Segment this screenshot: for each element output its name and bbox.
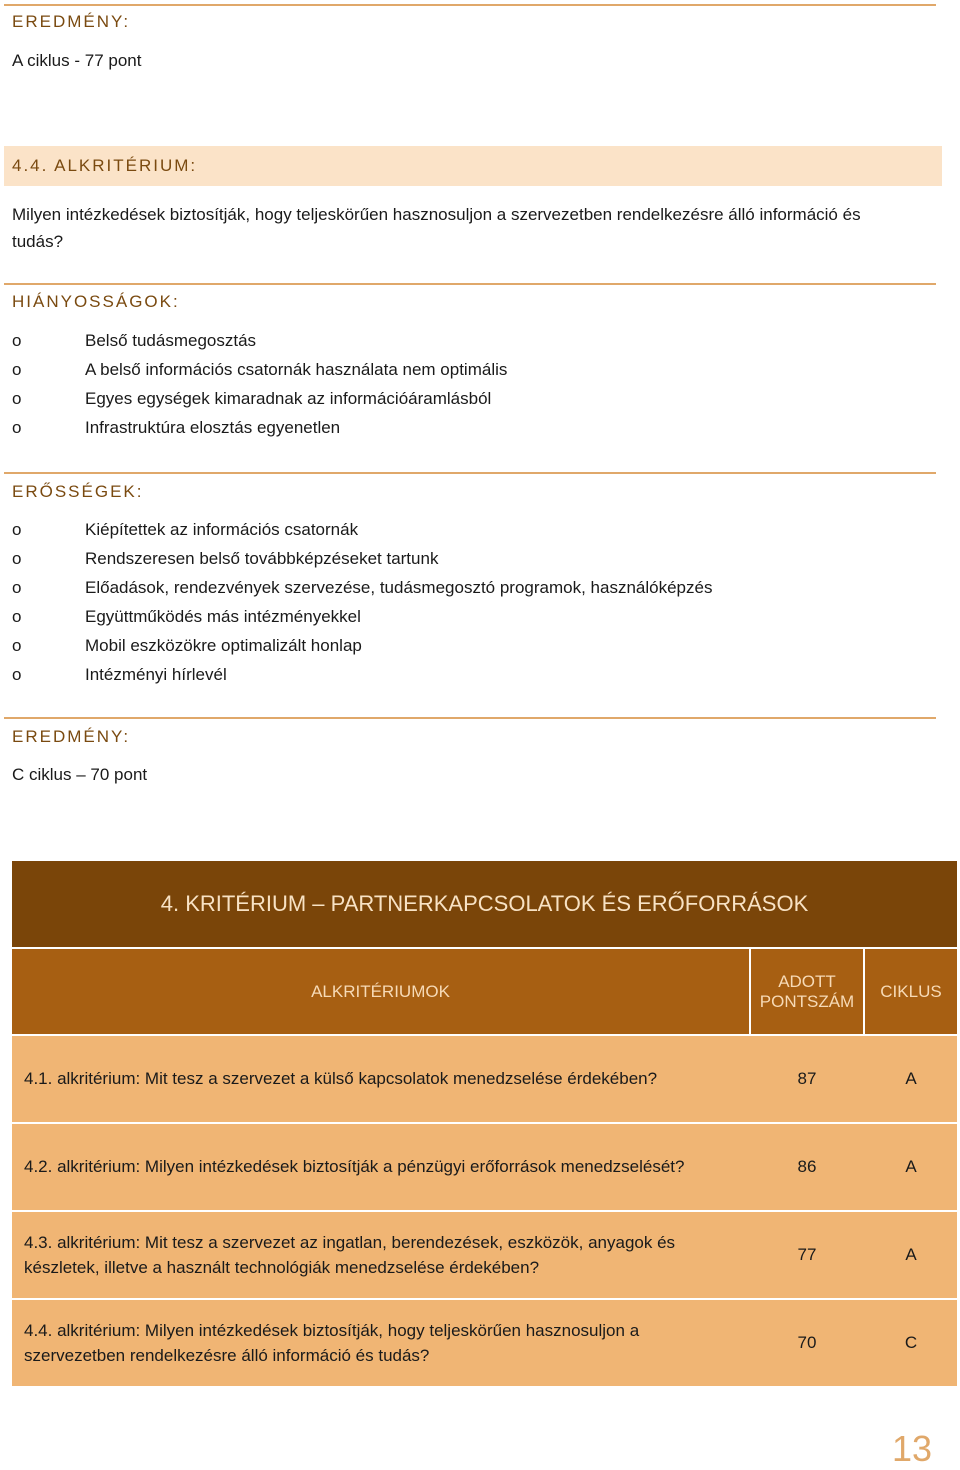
result-text: A ciklus - 77 pont — [12, 51, 142, 70]
section-divider — [4, 472, 936, 474]
subcriterion-text: 4.2. alkritérium: Milyen intézkedések biztosítják a pénzügyi erőforrások menedzselését? — [24, 1157, 685, 1176]
table-row — [12, 1212, 957, 1298]
bullet-icon: o — [12, 636, 22, 655]
score-value: 86 — [797, 1157, 817, 1176]
bullet-icon: o — [12, 578, 22, 597]
bullet-icon: o — [12, 389, 22, 408]
score-value: 87 — [797, 1069, 817, 1088]
cycle-value: A — [905, 1069, 917, 1088]
header-cycle: CIKLUS — [865, 949, 957, 1034]
section-divider — [4, 717, 936, 719]
weaknesses-heading: HIÁNYOSSÁGOK: — [12, 292, 180, 311]
question-line-1: Milyen intézkedések biztosítják, hogy teljeskörűen hasznosuljon a szervezetben rendelkezésre álló információ és — [12, 205, 861, 224]
subcriterion-question — [12, 201, 932, 255]
score-value: 77 — [797, 1245, 817, 1264]
bullet-icon: o — [12, 331, 22, 350]
bullet-icon: o — [12, 418, 22, 437]
subcriterion-text: 4.4. alkritérium: Milyen intézkedések biztosítják, hogy teljeskörűen hasznosuljon a szervezetben rendelkezésre álló információ és tudás? — [24, 1321, 640, 1365]
table-row — [12, 1300, 957, 1386]
section-divider — [4, 4, 936, 6]
strengths-heading: ERŐSSÉGEK: — [12, 482, 144, 501]
cycle-value: A — [905, 1245, 917, 1264]
table-title: 4. KRITÉRIUM – PARTNERKAPCSOLATOK ÉS ERŐFORRÁSOK — [12, 861, 957, 947]
result-heading: EREDMÉNY: — [12, 727, 131, 746]
table-row — [12, 1124, 957, 1210]
score-value: 70 — [797, 1333, 817, 1352]
cycle-value: A — [905, 1157, 917, 1176]
header-score: ADOTT PONTSZÁM — [751, 949, 863, 1034]
cycle-value: C — [904, 1333, 918, 1352]
subcriterion-heading: 4.4. ALKRITÉRIUM: — [12, 156, 198, 175]
bullet-icon: o — [12, 360, 22, 379]
question-line-2: tudás? — [12, 232, 64, 251]
header-subcriteria: ALKRITÉRIUMOK — [12, 949, 749, 1034]
bullet-icon: o — [12, 520, 22, 539]
bullet-icon: o — [12, 607, 22, 626]
subcriterion-text: 4.3. alkritérium: Mit tesz a szervezet az ingatlan, berendezések, eszközök, anyagok és készletek, illetve a használt technológiák menedzselése érdekében? — [24, 1233, 676, 1277]
section-divider — [4, 283, 936, 285]
result-text: C ciklus – 70 pont — [12, 765, 148, 784]
result-heading: EREDMÉNY: — [12, 12, 131, 31]
table-row — [12, 1036, 957, 1122]
subcriterion-text: 4.1. alkritérium: Mit tesz a szervezet a külső kapcsolatok menedzselése érdekében? — [24, 1069, 658, 1088]
bullet-icon: o — [12, 665, 22, 684]
bullet-icon: o — [12, 549, 22, 568]
page-number: 13 — [891, 1428, 932, 1469]
